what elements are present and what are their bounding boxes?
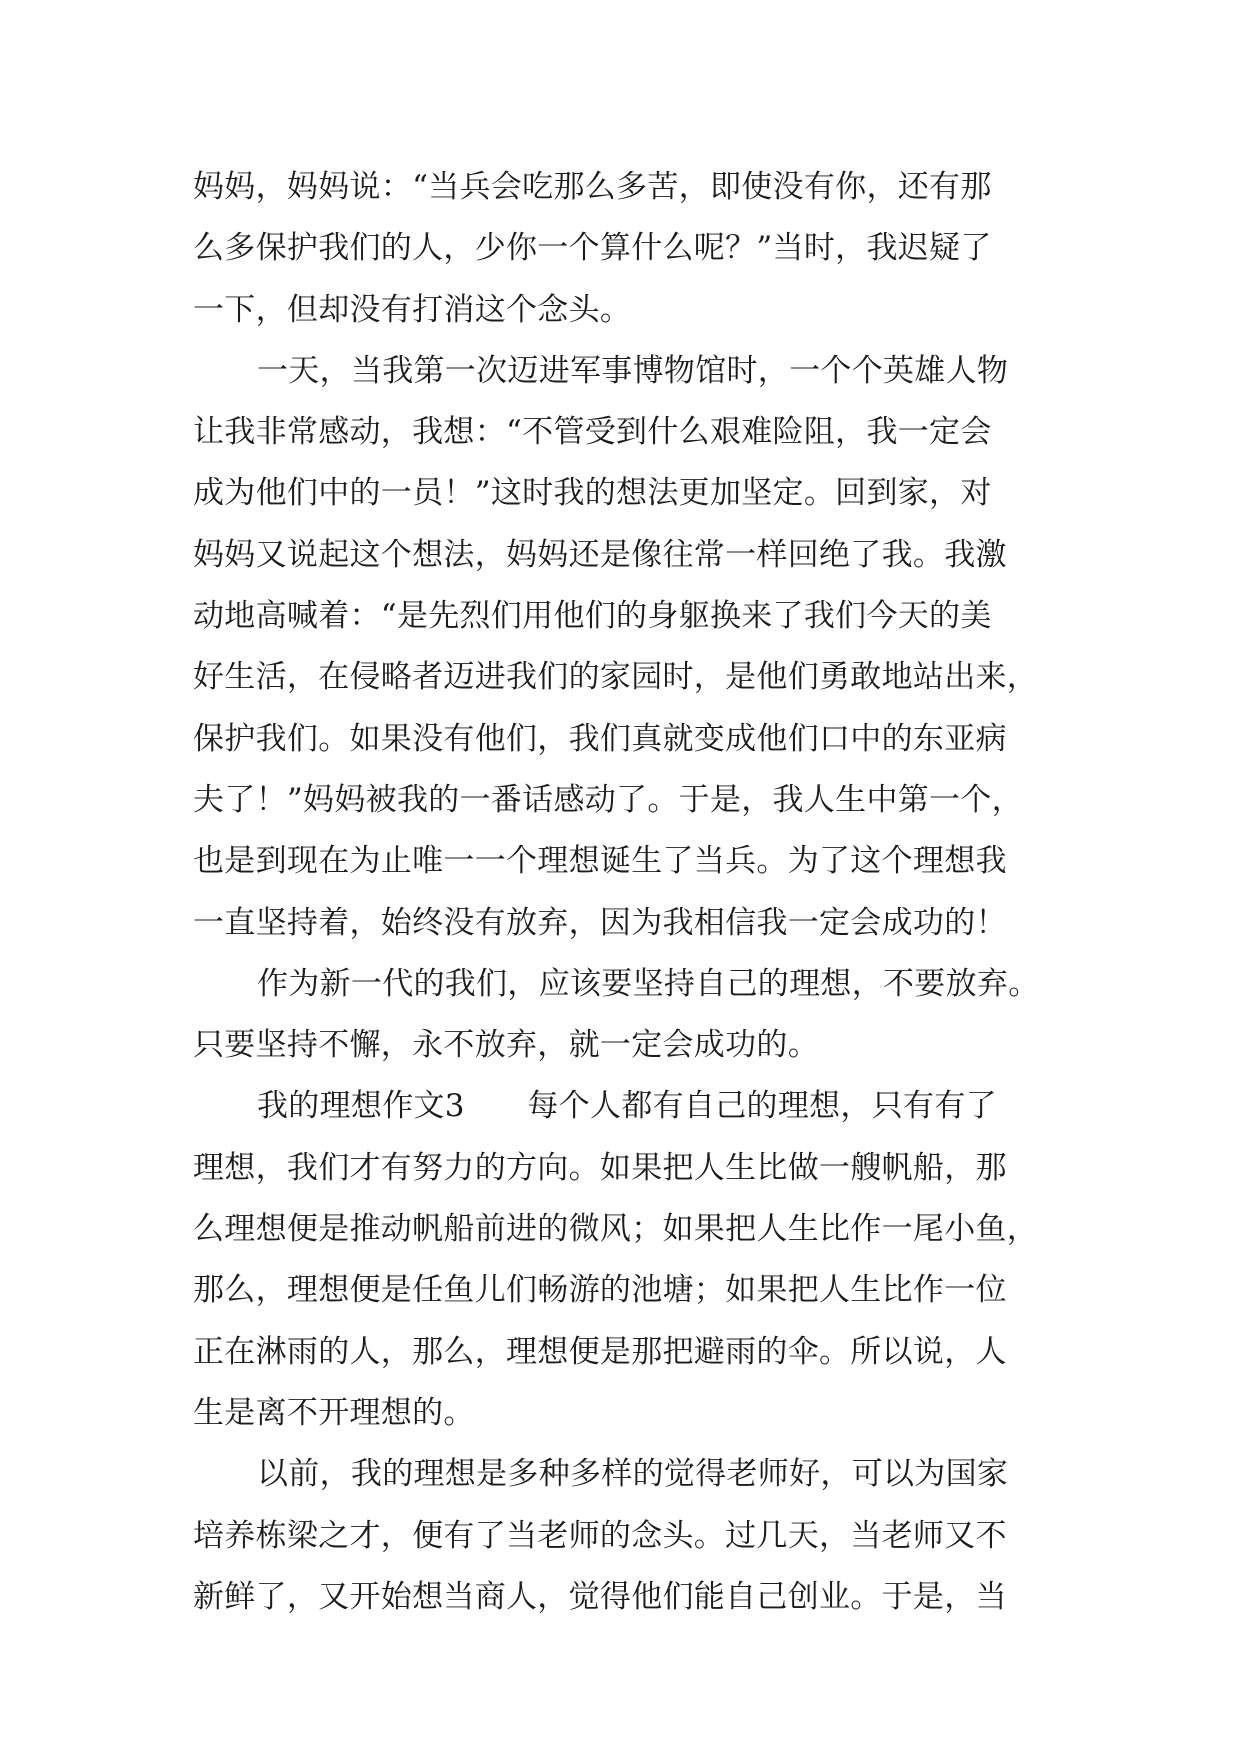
text-line: 作为新一代的我们，应该要坚持自己的理想，不要放弃。 [257, 965, 1040, 1002]
text-line: 只要坚持不懈，永不放弃，就一定会成功的。 [193, 1027, 819, 1064]
text-line: 一天，当我第一次迈进军事博物馆时，一个个英雄人物 [257, 352, 1009, 389]
text-line: 那么，理想便是任鱼儿们畅游的池塘；如果把人生比作一位 [193, 1272, 1007, 1309]
text-line: 理想，我们才有努力的方向。如果把人生比做一艘帆船，那 [193, 1149, 1007, 1186]
text-line: 动地高喊着：“是先烈们用他们的身躯换来了我们今天的美 [193, 598, 992, 635]
text-line: 新鲜了，又开始想当商人，觉得他们能自己创业。于是，当 [193, 1578, 1007, 1615]
text-line: 么多保护我们的人，少你一个算什么呢？”当时，我迟疑了 [193, 230, 992, 267]
text-line: 一直坚持着，始终没有放弃，因为我相信我一定会成功的！ [193, 904, 1007, 941]
text-line: 正在淋雨的人，那么，理想便是那把避雨的伞。所以说，人 [193, 1333, 1007, 1370]
body-text [193, 157, 1053, 1628]
text-line: 保护我们。如果没有他们，我们真就变成他们口中的东亚病 [193, 720, 1007, 757]
text-line: 一下，但却没有打消这个念头。 [193, 291, 632, 328]
text-line: 生是离不开理想的。 [193, 1394, 475, 1431]
text-line: 也是到现在为止唯一一个理想诞生了当兵。为了这个理想我 [193, 843, 1007, 880]
text-line: 成为他们中的一员！”这时我的想法更加坚定。回到家，对 [193, 475, 992, 512]
text-line: 我的理想作文3 每个人都有自己的理想，只有有了 [257, 1088, 997, 1125]
text-line: 妈妈又说起这个想法，妈妈还是像往常一样回绝了我。我激 [193, 536, 1007, 573]
text-line: 培养栋梁之才，便有了当老师的念头。过几天，当老师又不 [193, 1517, 1007, 1554]
text-line: 妈妈，妈妈说：“当兵会吃那么多苦，即使没有你，还有那 [193, 169, 992, 205]
text-line: 以前，我的理想是多种多样的觉得老师好，可以为国家 [257, 1456, 1009, 1493]
text-line: 夫了！”妈妈被我的一番话感动了。于是，我人生中第一个， [193, 781, 1023, 818]
text-line: 好生活，在侵略者迈进我们的家园时，是他们勇敢地站出来， [193, 659, 1039, 696]
text-line: 让我非常感动，我想：“不管受到什么艰难险阻，我一定会 [193, 414, 992, 451]
text-line: 么理想便是推动帆船前进的微风；如果把人生比作一尾小鱼， [193, 1211, 1039, 1248]
